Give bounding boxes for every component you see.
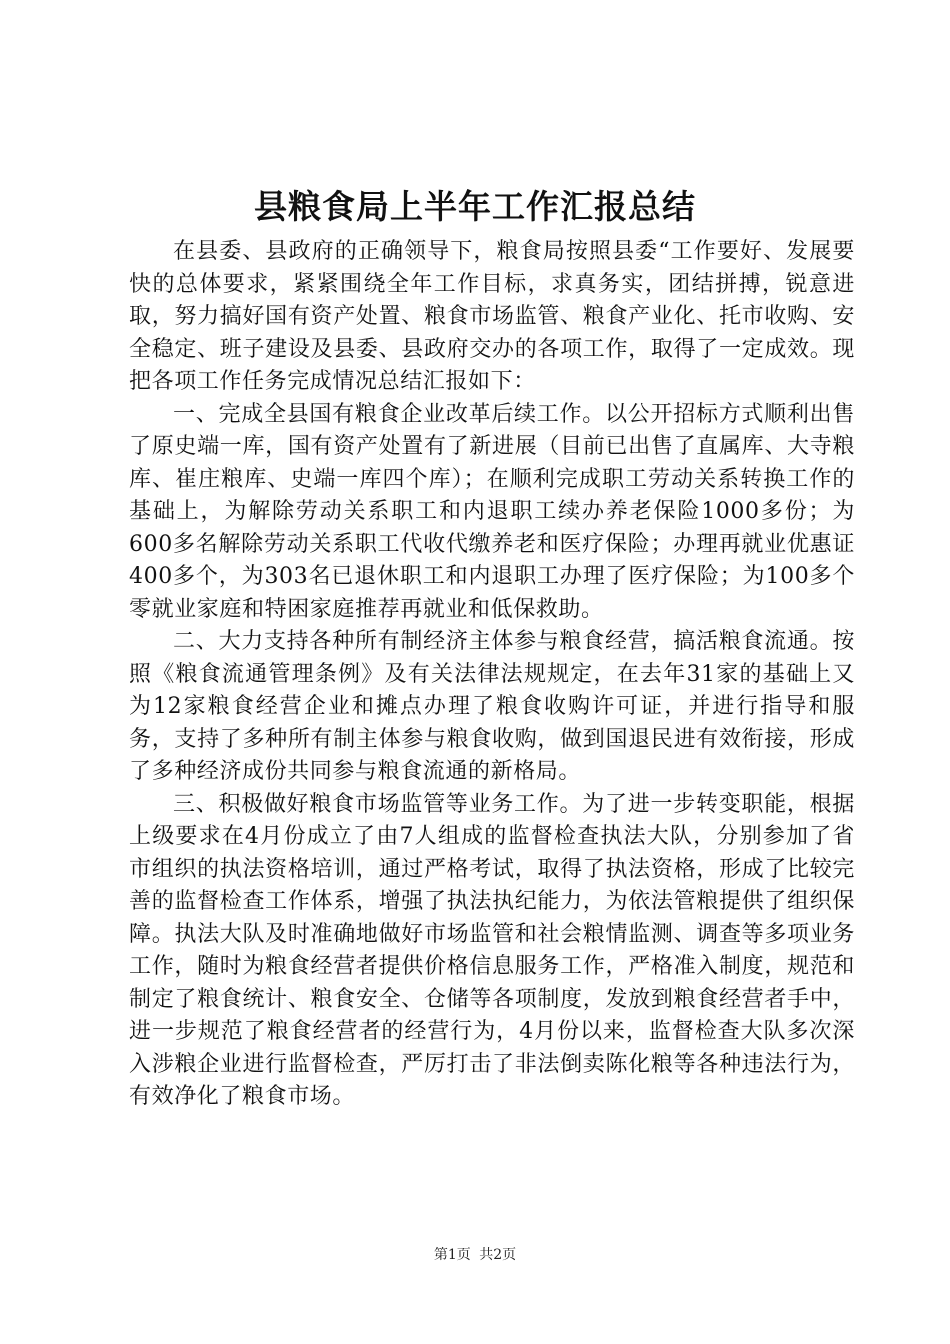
document-title: 县粮食局上半年工作汇报总结 <box>254 187 696 226</box>
page-number-current: 第1页 <box>433 1247 471 1263</box>
section-two-paragraph: 二、大力支持各种所有制经济主体参与粮食经营，搞活粮食流通。按照《粮食流通管理条例》及有关法律法规规定，在去年31家的基础上又为12家粮食经营企业和摊点办理了粮食收购许可证，并进行指导和服务，支持了多种所有制主体参与粮食收购，做到国退民进有效衔接，形成了多种经济成份共同参与粮食流通的新格局。 <box>129 629 855 784</box>
section-one-paragraph: 一、完成全县国有粮食企业改革后续工作。以公开招标方式顺利出售了原史端一库，国有资产处置有了新进展（目前已出售了直属库、大寺粮库、崔庄粮库、史端一库四个库）；在顺利完成职工劳动关系转换工作的基础上，为解除劳动关系职工和内退职工续办养老保险1000多份；为600多名解除劳动关系职工代收代缴养老和医疗保险；办理再就业优惠证400多个，为303名已退休职工和内退职工办理了医疗保险；为100多个零就业家庭和特困家庭推荐再就业和低保救助。 <box>129 401 855 622</box>
page-footer <box>0 1245 950 1265</box>
intro-paragraph: 在县委、县政府的正确领导下，粮食局按照县委“工作要好、发展要快的总体要求，紧紧围绕全年工作目标，求真务实，团结拼搏，锐意进取，努力搞好国有资产处置、粮食市场监管、粮食产业化、托市收购、安全稳定、班子建设及县委、县政府交办的各项工作，取得了一定成效。现把各项工作任务完成情况总结汇报如下： <box>129 239 855 394</box>
document-body <box>129 236 855 1114</box>
page-number-total: 共2页 <box>479 1247 517 1263</box>
section-three-paragraph: 三、积极做好粮食市场监管等业务工作。为了进一步转变职能，根据上级要求在4月份成立了由7人组成的监督检查执法大队，分别参加了省市组织的执法资格培训，通过严格考试，取得了执法资格，形成了比较完善的监督检查工作体系，增强了执法执纪能力，为依法管粮提供了组织保障。执法大队及时准确地做好市场监管和社会粮情监测、调查等多项业务工作，随时为粮食经营者提供价格信息服务工作，严格准入制度，规范和制定了粮食统计、粮食安全、仓储等各项制度，发放到粮食经营者手中，进一步规范了粮食经营者的经营行为，4月份以来，监督检查大队多次深入涉粮企业进行监督检查，严厉打击了非法倒卖陈化粮等各种违法行为，有效净化了粮食市场。 <box>129 791 855 1109</box>
